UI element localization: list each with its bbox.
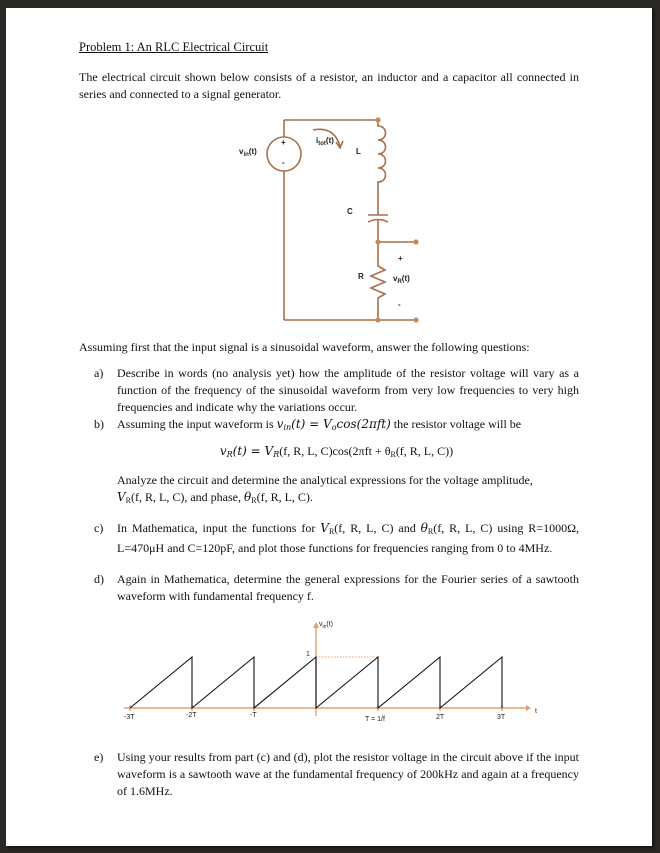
source-minus: -: [282, 158, 285, 167]
tick-t: T = 1/f: [365, 716, 385, 723]
intro-paragraph: The electrical circuit shown below consists of a resistor, an inductor and a capacitor all connected in series and connected to a signal generator.: [79, 70, 579, 101]
source-label: $v_{in}(t)$: [239, 147, 257, 158]
tick-3t: 3T: [497, 714, 506, 721]
sawtooth-graph: [6, 8, 652, 846]
tick-neg-t: -T: [250, 712, 257, 719]
question-b-analyze: Analyze the circuit and determine the analytical expressions for the voltage amplitude, $V_R(f$, R, L, C), and phase, $\theta_R(f$, R, L, C).: [117, 473, 533, 505]
assumption-paragraph: Assuming first that the input signal is a sinusoidal waveform, answer the following questions:: [79, 340, 530, 354]
graph-x-label: t: [535, 708, 537, 715]
graph-peak-label: 1: [306, 651, 310, 658]
vr-plus: +: [398, 254, 403, 263]
capacitor-label: C: [347, 207, 353, 216]
vr-minus: -: [398, 300, 401, 309]
sawtooth-wave: [130, 657, 502, 708]
inductor-label: L: [356, 147, 361, 156]
document-page: [6, 8, 652, 846]
problem-title: Problem 1: An RLC Electrical Circuit: [79, 40, 269, 54]
resistor-voltage-equation: $v_R(t) = V_R(f$, R, L, $C)\cos(2\pi ft + \theta_R(f$, R, L, C)): [219, 444, 454, 459]
question-c: c) In Mathematica, input the functions for $V_R(f$, R, L, C) and $\theta_R(f$, R, L, C) using R=1000Ω, L=470μH and C=120pF, and plot those functions for frequencies ranging from 0 to 4MHz.: [94, 521, 579, 555]
resistor-label: R: [358, 272, 364, 281]
tick-neg-3t: -3T: [124, 714, 135, 721]
source-plus: +: [281, 138, 286, 147]
question-b: b) Assuming the input waveform is $v_{in}(t) = V_o\cos(2\pi ft)$ the resistor voltage will be: [94, 417, 522, 432]
current-label: $i_{tot}(t)$: [316, 136, 334, 147]
vr-label: $v_R(t)$: [393, 274, 410, 285]
tick-neg-2t: -2T: [186, 712, 197, 719]
question-e: e) Using your results from part (c) and (d), plot the resistor voltage in the circuit above if the input waveform is a sawtooth wave at the fundamental frequency of 200kHz and again at a frequency of 1.6MHz.: [94, 750, 579, 798]
graph-y-label: $v_{in}(t)$: [319, 621, 334, 630]
question-d: d) Again in Mathematica, determine the general expressions for the Fourier series of a sawtooth waveform with fundamental frequency f.: [94, 572, 579, 603]
tick-2t: 2T: [436, 714, 445, 721]
question-a: a) Describe in words (no analysis yet) how the amplitude of the resistor voltage will vary as a function of the frequency of the sinusoidal waveform from very low frequencies to very high frequencies and indicate why the variations occur.: [94, 366, 579, 414]
